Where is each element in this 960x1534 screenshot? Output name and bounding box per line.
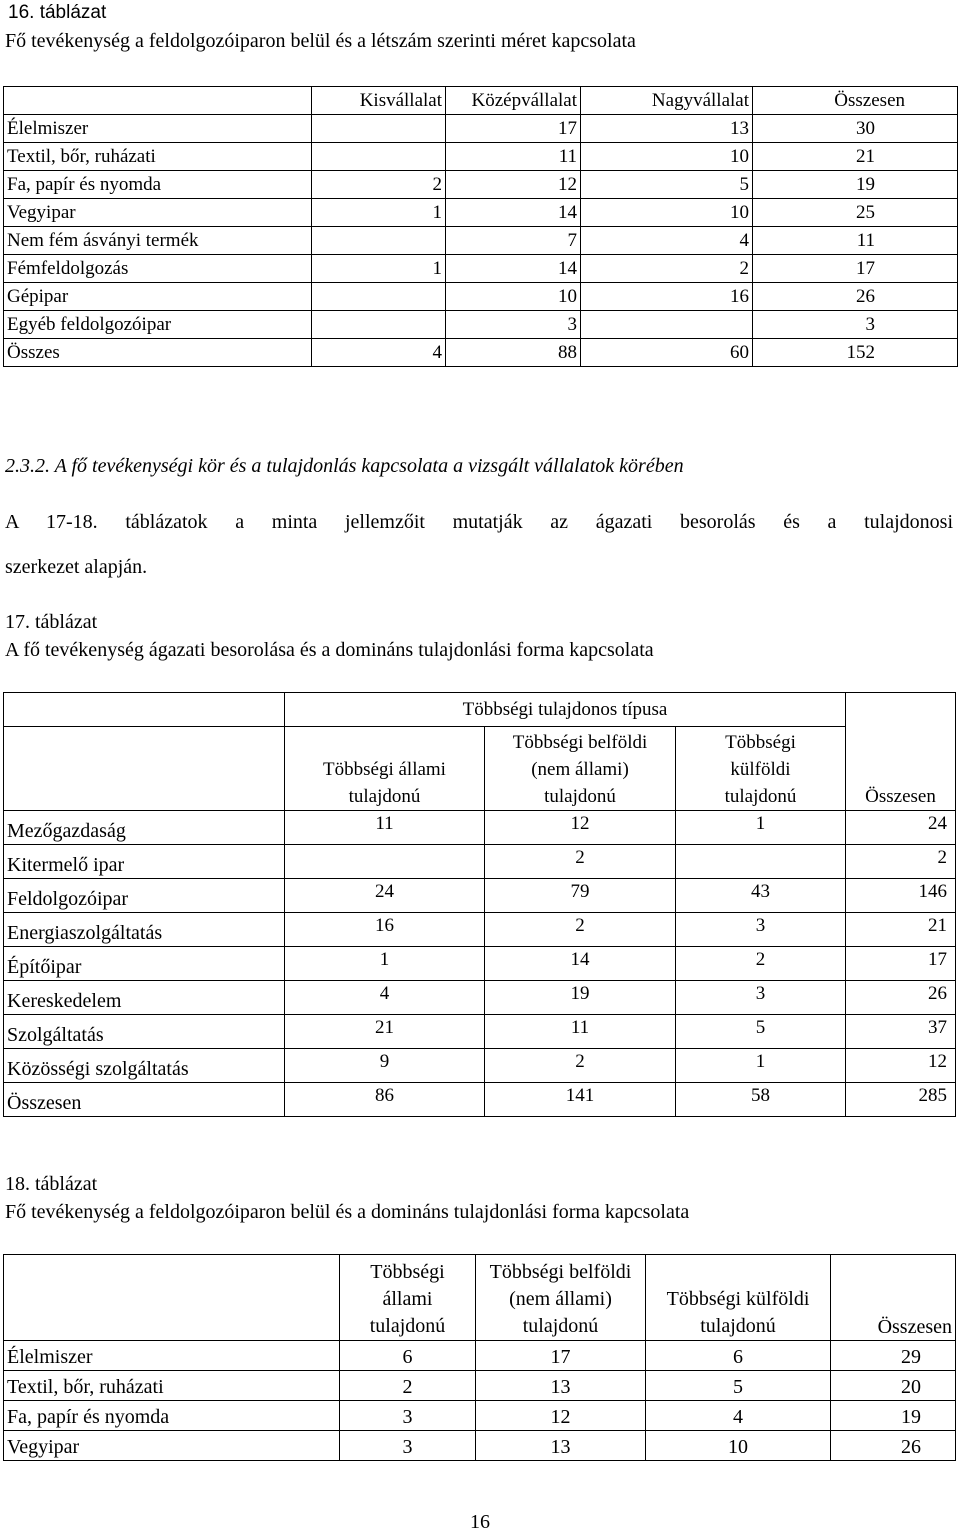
row-label: Fa, papír és nyomda xyxy=(4,171,312,199)
table-cell: 4 xyxy=(581,227,753,255)
header-line: állami xyxy=(382,1288,433,1310)
section-paragraph-line1: A 17-18. táblázatok a minta jellemzőit mutatják az ágazati besorolás és a tulajdonosi xyxy=(5,511,953,533)
table-cell: 60 xyxy=(581,339,753,367)
table-cell: 5 xyxy=(646,1371,831,1401)
table-cell: 26 xyxy=(846,981,956,1015)
table-cell: 3 xyxy=(340,1431,476,1461)
table-cell: 11 xyxy=(285,811,485,845)
row-label: Nem fém ásványi termék xyxy=(4,227,312,255)
row-label: Energiaszolgáltatás xyxy=(4,913,285,947)
table17-group-header: Többségi tulajdonos típusa xyxy=(285,693,846,727)
table-row xyxy=(4,811,956,845)
table-cell: 2 xyxy=(846,845,956,879)
row-label: Vegyipar xyxy=(4,199,312,227)
header-line: külföldi xyxy=(730,759,791,780)
table-cell: 12 xyxy=(476,1401,646,1431)
table16-header: Összesen xyxy=(753,87,958,115)
table-cell: 11 xyxy=(753,227,958,255)
header-line: Többségi külföldi xyxy=(666,1288,810,1310)
table-cell: 25 xyxy=(753,199,958,227)
table-cell: 19 xyxy=(753,171,958,199)
table-row xyxy=(4,283,958,311)
table-row xyxy=(4,171,958,199)
row-label: Élelmiszer xyxy=(4,115,312,143)
table-cell: 1 xyxy=(676,811,846,845)
table-cell: 86 xyxy=(285,1083,485,1117)
table-row xyxy=(4,1341,956,1371)
table-row xyxy=(4,143,958,171)
row-label: Textil, bőr, ruházati xyxy=(4,143,312,171)
row-label: Vegyipar xyxy=(4,1431,340,1461)
table-row xyxy=(4,947,956,981)
table-cell: 2 xyxy=(676,947,846,981)
table-row xyxy=(4,981,956,1015)
table-cell: 17 xyxy=(846,947,956,981)
header-line: tulajdonú xyxy=(544,786,616,807)
row-label: Kitermelő ipar xyxy=(4,845,285,879)
table17-title: A fő tevékenység ágazati besorolása és a domináns tulajdonlási forma kapcsolata xyxy=(5,639,654,661)
table16-header-corner xyxy=(4,87,312,115)
header-line: tulajdonú xyxy=(724,786,797,807)
table-cell: 13 xyxy=(476,1431,646,1461)
table-cell: 1 xyxy=(676,1049,846,1083)
header-line: (nem állami) xyxy=(509,1288,612,1310)
table-cell xyxy=(312,143,446,171)
table-cell xyxy=(312,115,446,143)
table-row xyxy=(4,879,956,913)
table-cell: 26 xyxy=(753,283,958,311)
table17-header-state xyxy=(285,727,485,811)
header-line: (nem állami) xyxy=(531,759,629,780)
table-cell: 17 xyxy=(446,115,581,143)
table-cell: 11 xyxy=(485,1015,676,1049)
table-cell: 24 xyxy=(846,811,956,845)
table-cell: 152 xyxy=(753,339,958,367)
table16-header: Középvállalat xyxy=(446,87,581,115)
table-cell: 7 xyxy=(446,227,581,255)
table-cell: 12 xyxy=(846,1049,956,1083)
table-cell: 21 xyxy=(846,913,956,947)
table-row xyxy=(4,1431,956,1461)
table18-header-foreign xyxy=(646,1255,831,1341)
table-cell: 3 xyxy=(676,981,846,1015)
table-cell: 79 xyxy=(485,879,676,913)
table-cell xyxy=(581,311,753,339)
table-cell: 11 xyxy=(446,143,581,171)
table16 xyxy=(3,86,958,367)
table-cell: 6 xyxy=(646,1341,831,1371)
table16-number: 16. táblázat xyxy=(8,2,107,23)
table-row xyxy=(4,311,958,339)
table-cell: 3 xyxy=(446,311,581,339)
table-row xyxy=(4,1371,956,1401)
table-cell: 4 xyxy=(285,981,485,1015)
table-cell: 58 xyxy=(676,1083,846,1117)
table17 xyxy=(3,692,956,1117)
table17-header-total: Összesen xyxy=(846,727,956,811)
row-label: Fa, papír és nyomda xyxy=(4,1401,340,1431)
table-cell: 37 xyxy=(846,1015,956,1049)
table-cell: 14 xyxy=(485,947,676,981)
table-row xyxy=(4,199,958,227)
table-cell: 10 xyxy=(446,283,581,311)
table-cell: 12 xyxy=(446,171,581,199)
page-number: 16 xyxy=(470,1511,490,1533)
table-cell: 30 xyxy=(753,115,958,143)
table17-header-corner xyxy=(4,693,285,727)
header-line: Többségi belföldi xyxy=(489,1261,632,1283)
table18-header-corner xyxy=(4,1255,340,1341)
table-cell: 43 xyxy=(676,879,846,913)
table-cell: 26 xyxy=(831,1431,956,1461)
table-cell: 21 xyxy=(285,1015,485,1049)
table-row xyxy=(4,1083,956,1117)
table-cell: 2 xyxy=(485,913,676,947)
table-cell: 1 xyxy=(285,947,485,981)
table-row xyxy=(4,913,956,947)
table-cell: 1 xyxy=(312,199,446,227)
header-line: tulajdonú xyxy=(348,786,421,807)
table-cell: 3 xyxy=(676,913,846,947)
table-cell: 2 xyxy=(312,171,446,199)
table-cell: 285 xyxy=(846,1083,956,1117)
table16-header: Kisvállalat xyxy=(312,87,446,115)
table-cell: 2 xyxy=(340,1371,476,1401)
table-cell xyxy=(312,283,446,311)
table17-group-header-row xyxy=(4,693,956,727)
row-label: Összes xyxy=(4,339,312,367)
table-cell: 20 xyxy=(831,1371,956,1401)
table-cell: 17 xyxy=(753,255,958,283)
table17-header-foreign xyxy=(676,727,846,811)
table-row xyxy=(4,115,958,143)
table-row xyxy=(4,227,958,255)
header-line: tulajdonú xyxy=(369,1315,446,1337)
table18-number: 18. táblázat xyxy=(5,1173,98,1195)
table-cell: 16 xyxy=(581,283,753,311)
header-line: tulajdonú xyxy=(522,1315,599,1337)
table-cell xyxy=(285,845,485,879)
table16-header-row xyxy=(4,87,958,115)
header-line: Többségi xyxy=(725,732,796,753)
table-row xyxy=(4,845,956,879)
table-cell: 14 xyxy=(446,199,581,227)
table-cell: 9 xyxy=(285,1049,485,1083)
table-cell: 3 xyxy=(753,311,958,339)
row-label: Textil, bőr, ruházati xyxy=(4,1371,340,1401)
row-label: Összesen xyxy=(4,1083,285,1117)
table17-header-row xyxy=(4,727,956,811)
table16-header: Nagyvállalat xyxy=(581,87,753,115)
table-cell: 10 xyxy=(646,1431,831,1461)
row-label: Közösségi szolgáltatás xyxy=(4,1049,285,1083)
table-cell xyxy=(676,845,846,879)
table-cell: 2 xyxy=(485,1049,676,1083)
table-cell: 13 xyxy=(581,115,753,143)
table-cell: 1 xyxy=(312,255,446,283)
table-cell: 19 xyxy=(831,1401,956,1431)
table-cell xyxy=(312,227,446,255)
table18-header-domestic xyxy=(476,1255,646,1341)
table-row xyxy=(4,1049,956,1083)
header-line: tulajdonú xyxy=(700,1315,776,1337)
table-row xyxy=(4,1401,956,1431)
table-cell: 4 xyxy=(312,339,446,367)
table17-header-corner xyxy=(4,727,285,811)
header-line: Többségi állami xyxy=(323,759,446,780)
table-cell: 5 xyxy=(676,1015,846,1049)
row-label: Építőipar xyxy=(4,947,285,981)
header-line: Többségi belföldi xyxy=(512,732,648,753)
table-cell: 13 xyxy=(476,1371,646,1401)
table17-number: 17. táblázat xyxy=(5,611,98,633)
table18 xyxy=(3,1254,956,1461)
table-row xyxy=(4,255,958,283)
table-cell: 146 xyxy=(846,879,956,913)
table-cell: 6 xyxy=(340,1341,476,1371)
table18-header-state xyxy=(340,1255,476,1341)
table-cell: 19 xyxy=(485,981,676,1015)
table17-header-domestic xyxy=(485,727,676,811)
table-cell: 24 xyxy=(285,879,485,913)
row-label: Mezőgazdaság xyxy=(4,811,285,845)
table-row xyxy=(4,1015,956,1049)
table-cell: 3 xyxy=(340,1401,476,1431)
row-label: Fémfeldolgozás xyxy=(4,255,312,283)
table16-title: Fő tevékenység a feldolgozóiparon belül és a létszám szerinti méret kapcsolata xyxy=(5,30,636,52)
table-cell xyxy=(312,311,446,339)
table-row xyxy=(4,339,958,367)
table-cell: 88 xyxy=(446,339,581,367)
table-cell: 5 xyxy=(581,171,753,199)
table18-title: Fő tevékenység a feldolgozóiparon belül és a domináns tulajdonlási forma kapcsolata xyxy=(5,1201,690,1223)
row-label: Élelmiszer xyxy=(4,1341,340,1371)
row-label: Kereskedelem xyxy=(4,981,285,1015)
table-cell: 141 xyxy=(485,1083,676,1117)
table-cell: 14 xyxy=(446,255,581,283)
table-cell: 2 xyxy=(581,255,753,283)
row-label: Feldolgozóipar xyxy=(4,879,285,913)
table-cell: 21 xyxy=(753,143,958,171)
table-cell: 10 xyxy=(581,143,753,171)
table-cell: 10 xyxy=(581,199,753,227)
table-cell: 17 xyxy=(476,1341,646,1371)
table-cell: 29 xyxy=(831,1341,956,1371)
row-label: Gépipar xyxy=(4,283,312,311)
table17-header-blank xyxy=(846,693,956,727)
table-cell: 12 xyxy=(485,811,676,845)
row-label: Szolgáltatás xyxy=(4,1015,285,1049)
section-paragraph-line2: szerkezet alapján. xyxy=(5,556,148,578)
table18-header-row xyxy=(4,1255,956,1341)
table18-header-total: Összesen xyxy=(831,1255,956,1341)
table-cell: 16 xyxy=(285,913,485,947)
section-heading: 2.3.2. A fő tevékenységi kör és a tulajdonlás kapcsolata a vizsgált vállalatok körében xyxy=(5,455,684,477)
table-cell: 4 xyxy=(646,1401,831,1431)
table-cell: 2 xyxy=(485,845,676,879)
header-line: Többségi xyxy=(370,1261,445,1283)
row-label: Egyéb feldolgozóipar xyxy=(4,311,312,339)
